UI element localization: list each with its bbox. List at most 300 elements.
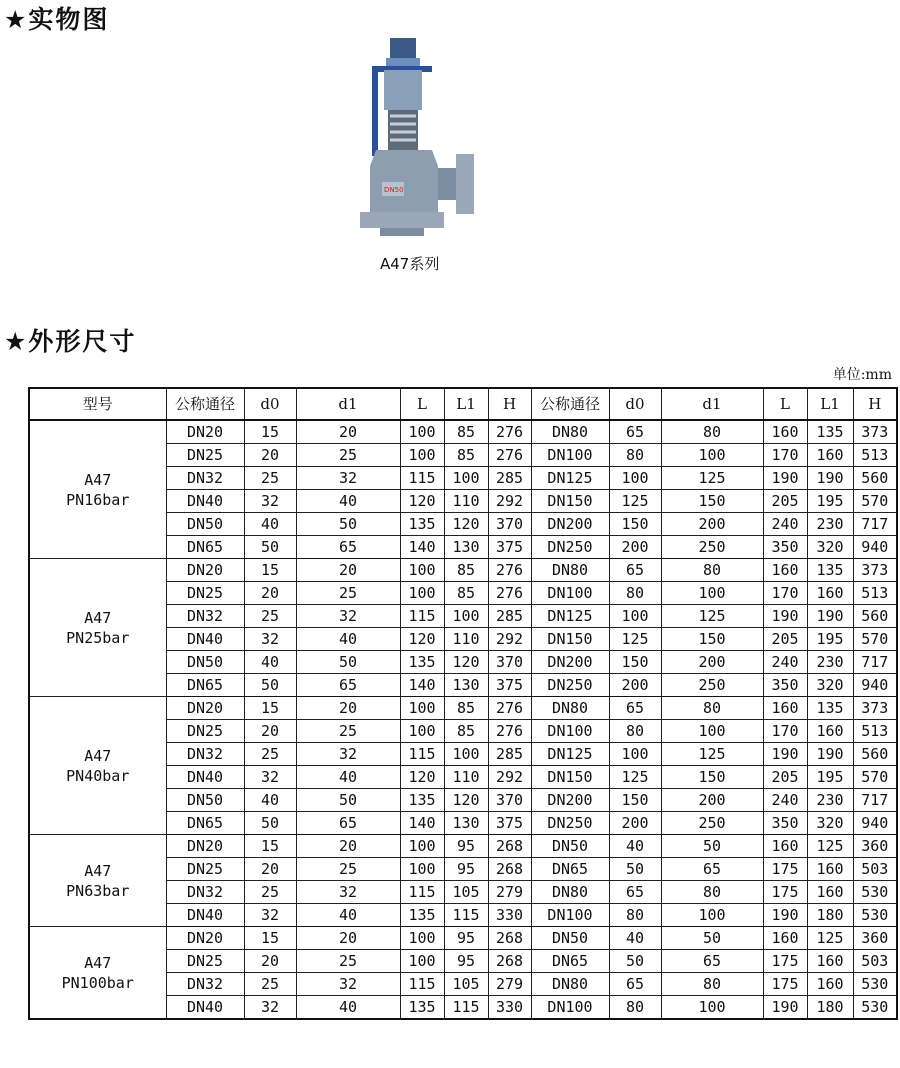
table-cell: DN100	[531, 720, 609, 743]
table-cell: 32	[244, 490, 296, 513]
table-cell: DN50	[531, 835, 609, 858]
table-cell: 15	[244, 835, 296, 858]
table-cell: 320	[807, 812, 853, 835]
table-cell: 32	[244, 996, 296, 1020]
table-cell: 360	[853, 927, 897, 950]
table-cell: 120	[444, 513, 488, 536]
model-label: PN63bar	[66, 881, 130, 900]
table-row	[29, 559, 897, 582]
table-cell: 65	[296, 536, 400, 559]
table-cell: DN150	[531, 766, 609, 789]
model-label: PN16bar	[66, 490, 130, 509]
table-cell: 375	[488, 536, 531, 559]
table-cell: 370	[488, 513, 531, 536]
table-cell: 130	[444, 674, 488, 697]
table-cell: 50	[661, 927, 763, 950]
table-cell: 205	[763, 490, 807, 513]
table-cell: 110	[444, 490, 488, 513]
table-header-cell: L1	[444, 388, 488, 420]
table-cell: 530	[853, 881, 897, 904]
table-cell: 200	[609, 674, 661, 697]
model-cell	[29, 559, 166, 697]
table-cell: 150	[609, 513, 661, 536]
table-cell: 375	[488, 812, 531, 835]
table-cell: 373	[853, 420, 897, 444]
table-cell: 513	[853, 444, 897, 467]
table-cell: 135	[400, 651, 444, 674]
table-cell: 20	[296, 835, 400, 858]
table-cell: 940	[853, 674, 897, 697]
table-cell: 503	[853, 858, 897, 881]
table-cell: 20	[244, 582, 296, 605]
table-cell: DN32	[166, 743, 244, 766]
table-cell: 120	[444, 651, 488, 674]
table-header-row	[29, 388, 897, 420]
table-cell: 50	[296, 789, 400, 812]
table-cell: 25	[244, 881, 296, 904]
table-cell: 190	[763, 904, 807, 927]
table-cell: 25	[296, 950, 400, 973]
table-cell: DN32	[166, 605, 244, 628]
table-cell: 25	[296, 582, 400, 605]
table-cell: 100	[444, 743, 488, 766]
table-cell: 80	[609, 996, 661, 1020]
table-cell: 110	[444, 628, 488, 651]
photo-caption: A47系列	[380, 255, 440, 273]
table-cell: 25	[296, 858, 400, 881]
table-cell: 125	[661, 605, 763, 628]
table-cell: 140	[400, 536, 444, 559]
table-cell: 85	[444, 697, 488, 720]
table-cell: DN80	[531, 973, 609, 996]
table-cell: 160	[807, 444, 853, 467]
table-cell: DN125	[531, 467, 609, 490]
table-cell: 276	[488, 444, 531, 467]
table-cell: 65	[609, 559, 661, 582]
table-cell: 100	[444, 467, 488, 490]
table-cell: 160	[807, 881, 853, 904]
table-row	[29, 927, 897, 950]
table-cell: 200	[609, 536, 661, 559]
table-cell: 50	[244, 536, 296, 559]
model-label: PN25bar	[66, 628, 130, 647]
table-cell: DN100	[531, 996, 609, 1020]
table-cell: 240	[763, 651, 807, 674]
table-cell: 503	[853, 950, 897, 973]
table-cell: DN65	[166, 812, 244, 835]
table-cell: 150	[609, 789, 661, 812]
table-cell: 268	[488, 950, 531, 973]
table-cell: 530	[853, 973, 897, 996]
table-cell: 25	[296, 444, 400, 467]
table-row	[29, 697, 897, 720]
model-label: A47	[84, 608, 112, 627]
table-cell: 230	[807, 651, 853, 674]
dimensions-section-title: ★外形尺寸	[4, 327, 137, 356]
table-cell: 160	[807, 858, 853, 881]
table-cell: 125	[609, 490, 661, 513]
table-cell: DN150	[531, 628, 609, 651]
table-cell: 115	[444, 904, 488, 927]
table-cell: 25	[244, 973, 296, 996]
table-cell: DN150	[531, 490, 609, 513]
table-cell: 100	[400, 835, 444, 858]
table-cell: 330	[488, 996, 531, 1020]
table-cell: 135	[807, 559, 853, 582]
table-cell: DN20	[166, 697, 244, 720]
table-cell: 940	[853, 536, 897, 559]
table-cell: 135	[400, 904, 444, 927]
table-cell: 160	[807, 950, 853, 973]
table-cell: 50	[244, 674, 296, 697]
table-row	[29, 420, 897, 444]
table-header-cell: 公称通径	[531, 388, 609, 420]
table-cell: 190	[807, 605, 853, 628]
table-cell: 65	[609, 420, 661, 444]
table-cell: 513	[853, 582, 897, 605]
table-cell: DN80	[531, 881, 609, 904]
table-cell: 375	[488, 674, 531, 697]
table-cell: 50	[609, 950, 661, 973]
table-cell: 115	[400, 467, 444, 490]
table-cell: 717	[853, 651, 897, 674]
table-header-cell: d0	[609, 388, 661, 420]
model-cell	[29, 420, 166, 559]
model-label: PN40bar	[66, 766, 130, 785]
table-cell: 370	[488, 651, 531, 674]
table-cell: 20	[244, 858, 296, 881]
table-cell: 110	[444, 766, 488, 789]
table-cell: DN20	[166, 559, 244, 582]
table-cell: 200	[661, 789, 763, 812]
table-cell: 230	[807, 789, 853, 812]
table-cell: 25	[244, 743, 296, 766]
table-cell: 292	[488, 766, 531, 789]
table-cell: 85	[444, 582, 488, 605]
table-header-cell: d1	[661, 388, 763, 420]
table-cell: 100	[400, 559, 444, 582]
table-cell: DN250	[531, 674, 609, 697]
table-cell: 32	[296, 973, 400, 996]
table-cell: 250	[661, 536, 763, 559]
table-cell: 330	[488, 904, 531, 927]
table-cell: DN50	[166, 651, 244, 674]
table-cell: 100	[400, 927, 444, 950]
table-cell: DN100	[531, 444, 609, 467]
table-cell: 292	[488, 490, 531, 513]
table-cell: 100	[609, 743, 661, 766]
table-cell: DN20	[166, 927, 244, 950]
table-cell: 25	[244, 467, 296, 490]
table-cell: 160	[807, 720, 853, 743]
table-cell: DN80	[531, 697, 609, 720]
table-cell: 100	[661, 582, 763, 605]
table-cell: DN50	[166, 789, 244, 812]
svg-text:DN50: DN50	[384, 186, 404, 194]
table-cell: 65	[661, 950, 763, 973]
table-header-cell: d1	[296, 388, 400, 420]
table-cell: 115	[444, 996, 488, 1020]
table-cell: 20	[296, 697, 400, 720]
table-cell: 250	[661, 674, 763, 697]
table-cell: 80	[609, 582, 661, 605]
table-cell: 100	[400, 950, 444, 973]
table-cell: DN200	[531, 789, 609, 812]
table-cell: 120	[444, 789, 488, 812]
table-cell: 125	[807, 835, 853, 858]
table-cell: 276	[488, 582, 531, 605]
table-cell: 40	[296, 904, 400, 927]
table-cell: DN80	[531, 559, 609, 582]
table-cell: 350	[763, 674, 807, 697]
table-cell: 200	[661, 513, 763, 536]
table-cell: 570	[853, 628, 897, 651]
table-cell: DN65	[166, 536, 244, 559]
table-header-cell: H	[853, 388, 897, 420]
table-cell: 40	[244, 513, 296, 536]
table-cell: DN40	[166, 628, 244, 651]
table-cell: 940	[853, 812, 897, 835]
table-cell: DN25	[166, 950, 244, 973]
table-header-cell: L	[400, 388, 444, 420]
table-cell: 560	[853, 467, 897, 490]
table-cell: 15	[244, 559, 296, 582]
table-cell: 80	[661, 559, 763, 582]
table-cell: DN40	[166, 490, 244, 513]
table-cell: 150	[609, 651, 661, 674]
table-cell: 135	[807, 420, 853, 444]
valve-photo	[352, 36, 482, 246]
table-cell: DN125	[531, 605, 609, 628]
table-cell: 120	[400, 490, 444, 513]
model-label: PN100bar	[61, 973, 134, 992]
table-cell: 105	[444, 973, 488, 996]
table-cell: 95	[444, 927, 488, 950]
table-cell: DN200	[531, 651, 609, 674]
table-cell: 32	[244, 628, 296, 651]
table-cell: 125	[661, 743, 763, 766]
table-cell: 100	[400, 582, 444, 605]
table-cell: 370	[488, 789, 531, 812]
table-cell: 100	[609, 605, 661, 628]
table-cell: 276	[488, 697, 531, 720]
table-cell: 276	[488, 559, 531, 582]
table-cell: 32	[296, 881, 400, 904]
table-cell: 570	[853, 490, 897, 513]
table-cell: 140	[400, 812, 444, 835]
model-cell	[29, 927, 166, 1020]
table-cell: 100	[661, 444, 763, 467]
table-cell: DN40	[166, 996, 244, 1020]
dimensions-table	[28, 387, 898, 1020]
table-cell: DN100	[531, 582, 609, 605]
table-cell: DN65	[166, 674, 244, 697]
table-cell: 25	[296, 720, 400, 743]
table-cell: 95	[444, 835, 488, 858]
table-cell: DN20	[166, 420, 244, 444]
table-cell: 279	[488, 881, 531, 904]
table-cell: 20	[296, 420, 400, 444]
table-cell: 195	[807, 628, 853, 651]
table-cell: DN25	[166, 582, 244, 605]
table-cell: 115	[400, 973, 444, 996]
table-cell: 100	[400, 444, 444, 467]
table-cell: 20	[296, 927, 400, 950]
table-cell: 80	[609, 720, 661, 743]
table-cell: 513	[853, 720, 897, 743]
table-cell: 32	[296, 743, 400, 766]
table-cell: 130	[444, 536, 488, 559]
table-cell: 80	[609, 904, 661, 927]
table-cell: 560	[853, 743, 897, 766]
table-cell: 65	[609, 973, 661, 996]
table-cell: 135	[400, 996, 444, 1020]
table-cell: 120	[400, 766, 444, 789]
table-header-cell: H	[488, 388, 531, 420]
table-cell: 190	[763, 467, 807, 490]
unit-label: 单位:mm	[832, 367, 892, 383]
table-cell: 80	[661, 420, 763, 444]
table-cell: DN65	[531, 858, 609, 881]
table-cell: 100	[400, 697, 444, 720]
table-cell: 15	[244, 927, 296, 950]
table-cell: 320	[807, 674, 853, 697]
table-cell: DN32	[166, 881, 244, 904]
table-cell: DN40	[166, 766, 244, 789]
table-cell: 115	[400, 605, 444, 628]
table-cell: 85	[444, 444, 488, 467]
table-cell: 100	[609, 467, 661, 490]
table-cell: 40	[296, 996, 400, 1020]
table-cell: DN25	[166, 444, 244, 467]
table-cell: 190	[807, 467, 853, 490]
table-cell: 350	[763, 536, 807, 559]
table-cell: 180	[807, 904, 853, 927]
table-cell: 240	[763, 789, 807, 812]
table-cell: 175	[763, 881, 807, 904]
table-cell: 125	[661, 467, 763, 490]
table-cell: 268	[488, 835, 531, 858]
table-cell: 115	[400, 881, 444, 904]
table-cell: 32	[296, 605, 400, 628]
table-cell: 40	[296, 628, 400, 651]
table-cell: 150	[661, 490, 763, 513]
table-header-cell: d0	[244, 388, 296, 420]
table-cell: 292	[488, 628, 531, 651]
table-cell: 140	[400, 674, 444, 697]
table-cell: 50	[244, 812, 296, 835]
table-cell: 80	[661, 881, 763, 904]
table-cell: DN25	[166, 720, 244, 743]
table-cell: 570	[853, 766, 897, 789]
table-cell: 560	[853, 605, 897, 628]
table-cell: 20	[296, 559, 400, 582]
table-cell: 150	[661, 628, 763, 651]
table-cell: 20	[244, 950, 296, 973]
table-cell: 50	[661, 835, 763, 858]
model-label: A47	[84, 953, 112, 972]
table-cell: 100	[661, 904, 763, 927]
table-cell: 175	[763, 973, 807, 996]
table-cell: 160	[763, 559, 807, 582]
table-cell: 285	[488, 743, 531, 766]
table-cell: 120	[400, 628, 444, 651]
table-cell: 195	[807, 490, 853, 513]
photo-section-title: ★实物图	[4, 5, 110, 34]
table-header-cell: 公称通径	[166, 388, 244, 420]
table-cell: 320	[807, 536, 853, 559]
table-cell: 279	[488, 973, 531, 996]
table-cell: 40	[609, 835, 661, 858]
table-cell: 170	[763, 582, 807, 605]
table-cell: DN125	[531, 743, 609, 766]
table-cell: 360	[853, 835, 897, 858]
table-cell: 170	[763, 720, 807, 743]
table-cell: 240	[763, 513, 807, 536]
table-cell: 115	[400, 743, 444, 766]
table-cell: 100	[400, 420, 444, 444]
table-cell: 125	[807, 927, 853, 950]
table-cell: 200	[661, 651, 763, 674]
model-label: A47	[84, 861, 112, 880]
table-cell: 50	[609, 858, 661, 881]
table-cell: 85	[444, 420, 488, 444]
table-cell: 717	[853, 513, 897, 536]
table-cell: 205	[763, 766, 807, 789]
table-cell: 285	[488, 605, 531, 628]
table-cell: 190	[807, 743, 853, 766]
table-cell: 160	[763, 697, 807, 720]
table-cell: DN25	[166, 858, 244, 881]
table-cell: 373	[853, 697, 897, 720]
table-cell: 250	[661, 812, 763, 835]
table-cell: 65	[661, 858, 763, 881]
table-cell: 65	[609, 881, 661, 904]
table-cell: 32	[244, 766, 296, 789]
model-cell	[29, 835, 166, 927]
table-cell: 125	[609, 628, 661, 651]
table-cell: 190	[763, 605, 807, 628]
table-cell: 230	[807, 513, 853, 536]
table-cell: 268	[488, 858, 531, 881]
table-header-cell: L	[763, 388, 807, 420]
model-label: A47	[84, 470, 112, 489]
table-cell: 160	[763, 927, 807, 950]
table-cell: 170	[763, 444, 807, 467]
table-cell: DN50	[166, 513, 244, 536]
table-cell: 85	[444, 559, 488, 582]
table-cell: 135	[400, 789, 444, 812]
table-cell: DN250	[531, 536, 609, 559]
table-cell: 200	[609, 812, 661, 835]
model-label: A47	[84, 746, 112, 765]
table-cell: 32	[296, 467, 400, 490]
table-cell: DN65	[531, 950, 609, 973]
table-cell: 100	[444, 605, 488, 628]
table-cell: 40	[296, 766, 400, 789]
table-cell: 100	[661, 996, 763, 1020]
table-header-cell: 型号	[29, 388, 166, 420]
table-header-cell: L1	[807, 388, 853, 420]
table-cell: 80	[661, 973, 763, 996]
table-cell: 190	[763, 743, 807, 766]
table-cell: DN32	[166, 973, 244, 996]
table-cell: 80	[661, 697, 763, 720]
table-cell: 350	[763, 812, 807, 835]
table-cell: 160	[807, 582, 853, 605]
table-cell: 125	[609, 766, 661, 789]
table-cell: 190	[763, 996, 807, 1020]
